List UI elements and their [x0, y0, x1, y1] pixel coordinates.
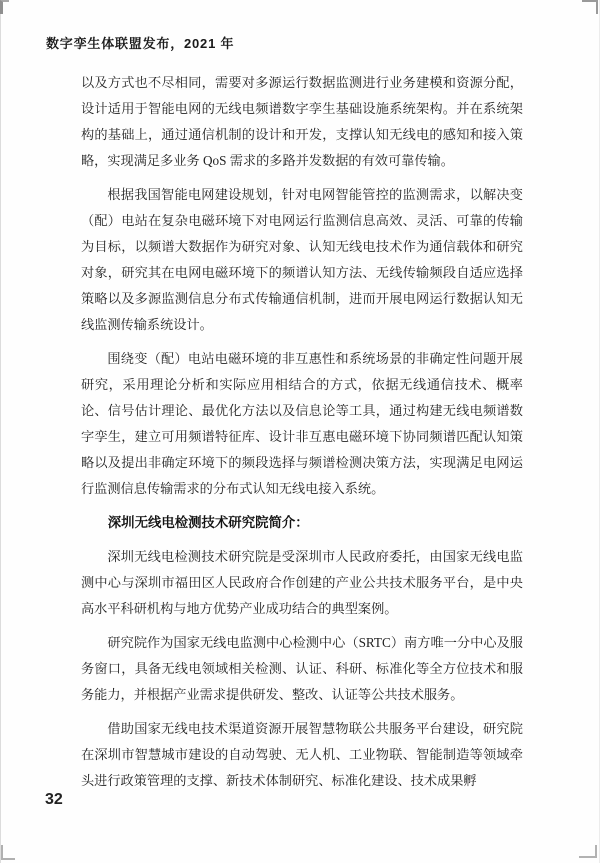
document-header: 数字孪生体联盟发布，2021 年 — [46, 36, 235, 51]
paragraph: 研究院作为国家无线电监测中心检测中心（SRTC）南方唯一分中心及服务窗口，具备无线电领域相关检测、认证、科研、标准化等全方位技术和服务能力，并根据产业需求提供研发、整改、认证等公共技术服务。 — [81, 635, 523, 702]
section-heading: 深圳无线电检测技术研究院简介： — [107, 515, 309, 530]
paragraph-continuation: 以及方式也不尽相同，需要对多源运行数据监测进行业务建模和资源分配，设计适用于智能电网的无线电频谱数字孪生基础设施系统架构。并在系统架构的基础上，通过通信机制的设计和开发，支撑认知无线电的感知和接入策略，实现满足多业务 QoS 需求的多路并发数据的有效可靠传输。 — [81, 75, 523, 168]
page-corner-mark-bottom-left — [1, 845, 15, 860]
page-corner-mark-top-left — [0, 0, 9, 14]
paragraph: 深圳无线电检测技术研究院是受深圳市人民政府委托，由国家无线电监测中心与深圳市福田区人民政府合作创建的产业公共技术服务平台，是中央高水平科研机构与地方优势产业成功结合的典型案例。 — [81, 549, 523, 616]
paragraph: 根据我国智能电网建设规划，针对电网智能管控的监测需求，以解决变（配）电站在复杂电磁环境下对电网运行监测信息高效、灵活、可靠的传输为目标，以频谱大数据作为研究对象、认知无线电技术作为通信载体和研究对象，研究其在电网电磁环境下的频谱认知方法、无线传输频段自适应选择策略以及多源监测信息分布式传输通信机制，进而开展电网运行数据认知无线监测传输系统设计。 — [81, 187, 523, 332]
document-body — [81, 70, 523, 802]
paragraph: 围绕变（配）电站电磁环境的非互惠性和系统场景的非确定性问题开展研究，采用理论分析和实际应用相结合的方式，依据无线通信技术、概率论、信号估计理论、最优化方法以及信息论等工具，通过构建无线电频谱数字孪生，建立可用频谱特征库、设计非互惠电磁环境下协同频谱匹配认知策略以及提出非确定环境下的频段选择与频谱检测决策方法，实现满足电网运行监测信息传输需求的分布式认知无线电接入系统。 — [81, 351, 523, 496]
page-number: 32 — [45, 791, 63, 808]
page-corner-mark-top-right — [582, 0, 598, 14]
page-left-edge-shadow — [0, 0, 1, 863]
paragraph: 借助国家无线电技术渠道资源开展智慧物联公共服务平台建设，研究院在深圳市智慧城市建设的自动驾驶、无人机、工业物联、智能制造等领域牵头进行政策管理的支撑、新技术体制研究、标准化建设、技术成果孵 — [81, 721, 523, 788]
page-corner-mark-bottom-right — [579, 845, 597, 858]
